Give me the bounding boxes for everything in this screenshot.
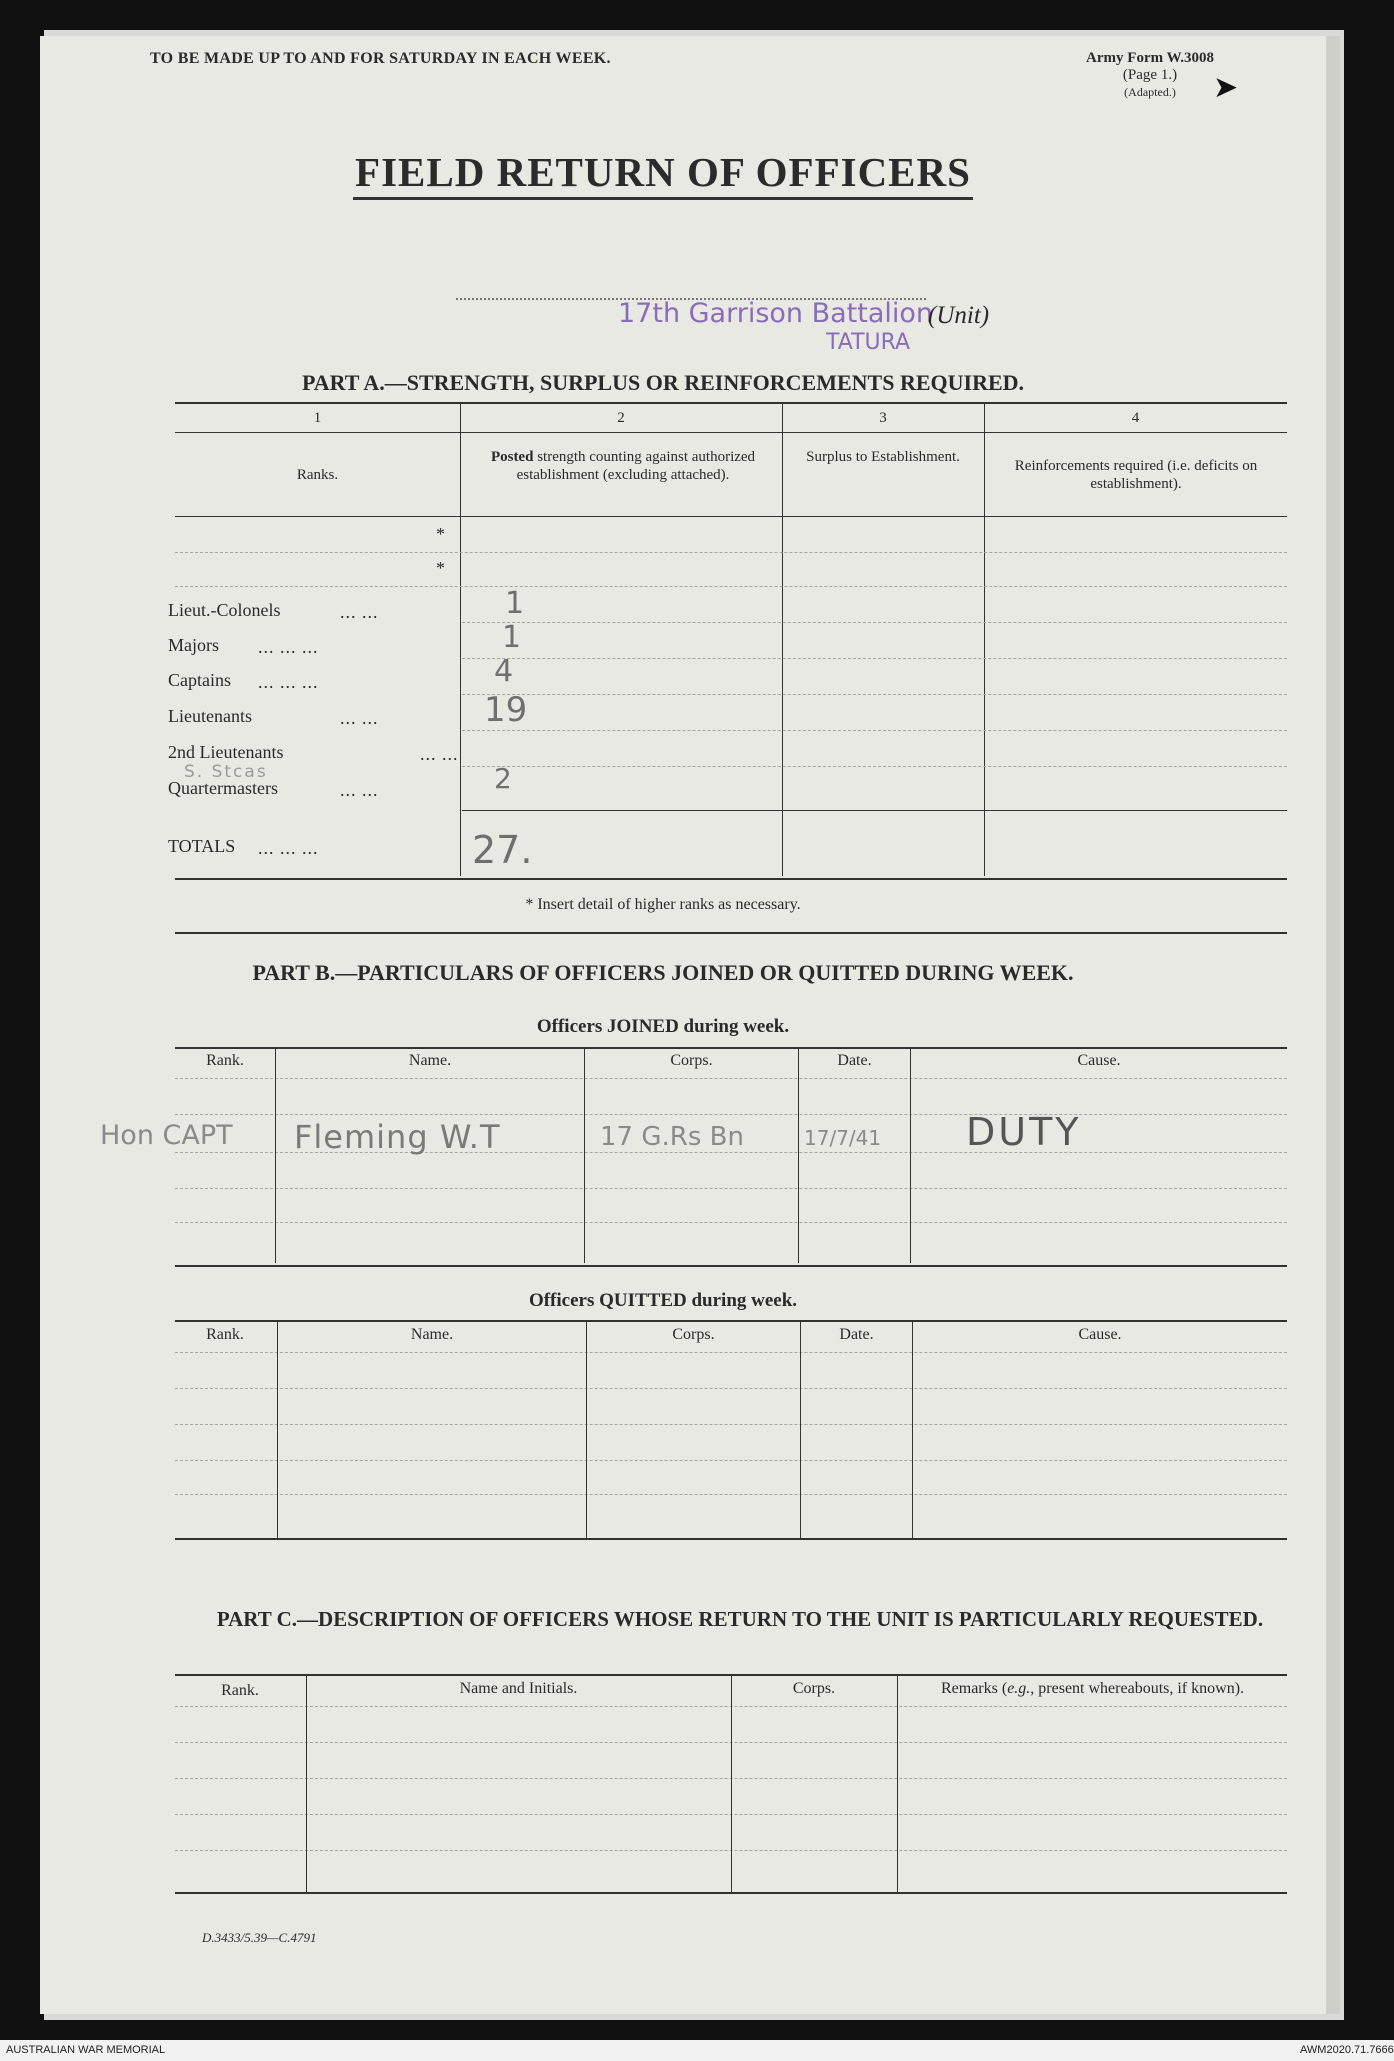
joined-vrule	[584, 1049, 585, 1263]
joined-bottom-rule	[175, 1265, 1287, 1267]
rank-label-quartermasters: Quartermasters	[168, 778, 278, 798]
rank-label-majors: Majors	[168, 635, 219, 655]
joined-row-line	[175, 1222, 1287, 1223]
col-number-1: 1	[313, 410, 322, 426]
row-line	[462, 766, 1287, 767]
joined-col-name: Name.	[408, 1052, 452, 1069]
part-b-title: PART B.—PARTICULARS OF OFFICERS JOINED OR QUITTED DURING WEEK.	[252, 960, 1074, 985]
quitted-row-line	[175, 1494, 1287, 1495]
posted-majors: 1	[502, 620, 522, 655]
joined-col-cause: Cause.	[1077, 1052, 1121, 1069]
quitted-col-name: Name.	[410, 1326, 454, 1343]
unit-stamp-location: TATURA	[826, 330, 911, 355]
unit-label: (Unit)	[928, 302, 990, 329]
part-a-top-rule	[175, 402, 1287, 404]
row-line	[462, 622, 1287, 623]
form-adapted: (Adapted.)	[1124, 85, 1176, 99]
ranks-header: Ranks.	[296, 467, 339, 483]
part-a-vrule-1	[460, 404, 461, 876]
joined-corps-value: 17 G.Rs Bn	[600, 1122, 744, 1152]
joined-col-date: Date.	[837, 1052, 872, 1069]
quitted-vrule	[586, 1322, 587, 1538]
header-bottom-rule	[175, 516, 1287, 517]
posted-lieutenants: 19	[484, 690, 528, 730]
star-row-1-line	[175, 552, 1287, 553]
part-c-vrule	[306, 1676, 307, 1892]
star-mark-2: *	[436, 558, 445, 578]
row-line	[462, 694, 1287, 695]
part-a-bottom-rule	[175, 878, 1287, 880]
rank-dots: ... ... ...	[258, 838, 319, 858]
joined-row-line	[175, 1188, 1287, 1189]
totals-label: TOTALS	[168, 836, 236, 856]
joined-date-value: 17/7/41	[804, 1126, 882, 1150]
quitted-row-line	[175, 1460, 1287, 1461]
star-mark-1: *	[436, 524, 445, 544]
joined-name-value: Fleming W.T	[294, 1118, 501, 1156]
totals-posted: 27.	[472, 828, 533, 872]
archive-name: AUSTRALIAN WAR MEMORIAL	[6, 2044, 166, 2056]
quitted-top-rule	[175, 1320, 1287, 1322]
joined-rank-value: Hon CAPT	[100, 1120, 233, 1151]
reinforcements-header: Reinforcements required (i.e. deficits on establishment).	[1014, 458, 1258, 492]
rank-label-lieutenants: Lieutenants	[168, 706, 252, 726]
joined-title: Officers JOINED during week.	[536, 1016, 790, 1037]
part-c-col-corps: Corps.	[792, 1680, 836, 1697]
rank-dots: ... ... ...	[258, 637, 319, 657]
col-number-4: 4	[1131, 410, 1140, 426]
rank-label-captains: Captains	[168, 670, 231, 690]
totals-top-rule	[462, 810, 1287, 811]
arrow-mark-icon: ➤	[1213, 71, 1239, 104]
rank-dots: ... ...	[340, 708, 379, 728]
part-c-col-rank: Rank.	[221, 1682, 259, 1699]
pencil-annotation: S. Stcas	[184, 762, 268, 782]
rank-dots: ... ... ...	[258, 672, 319, 692]
joined-vrule	[798, 1049, 799, 1263]
part-c-title: PART C.—DESCRIPTION OF OFFICERS WHOSE RETURN TO THE UNIT IS PARTICULARLY REQUESTED.	[216, 1607, 1264, 1631]
star-row-2-line	[175, 586, 1287, 587]
joined-col-rank: Rank.	[206, 1052, 244, 1069]
quitted-title: Officers QUITTED during week.	[528, 1290, 798, 1311]
joined-vrule	[910, 1049, 911, 1263]
print-code: D.3433/5.39—C.4791	[202, 1930, 317, 1945]
part-a-vrule-3	[984, 404, 985, 876]
part-c-vrule	[731, 1676, 732, 1892]
quitted-col-corps: Corps.	[672, 1326, 715, 1343]
part-a-title: PART A.—STRENGTH, SURPLUS OR REINFORCEMENTS REQUIRED.	[301, 370, 1025, 395]
part-c-bottom-rule	[175, 1892, 1287, 1894]
quitted-row-line	[175, 1352, 1287, 1353]
joined-row-line	[175, 1114, 1287, 1115]
quitted-col-date: Date.	[839, 1326, 874, 1343]
joined-cause-value: DUTY	[966, 1110, 1082, 1154]
posted-lieut-colonels: 1	[505, 586, 525, 621]
col-number-3: 3	[879, 410, 887, 426]
col-number-rule	[175, 432, 1287, 433]
page-title: FIELD RETURN OF OFFICERS	[0, 148, 1326, 196]
archive-caption-bar	[0, 2040, 1394, 2061]
posted-header: Posted strength counting against authorized establishment (excluding attached).	[490, 449, 756, 483]
rank-dots: ... ...	[420, 744, 459, 764]
joined-top-rule	[175, 1047, 1287, 1049]
paper-edge	[1326, 36, 1340, 2014]
form-page: (Page 1.)	[1122, 67, 1178, 83]
part-a-vrule-2	[782, 404, 783, 876]
row-line	[462, 730, 1287, 731]
joined-vrule	[275, 1049, 276, 1263]
instruction-text: TO BE MADE UP TO AND FOR SATURDAY IN EACH WEEK.	[150, 50, 611, 67]
rank-label-2nd-lieutenants: 2nd Lieutenants	[168, 742, 284, 762]
part-c-vrule	[897, 1676, 898, 1892]
archive-id: AWM2020.71.7666	[1300, 2044, 1394, 2056]
quitted-row-line	[175, 1424, 1287, 1425]
row-line	[462, 658, 1287, 659]
posted-captains: 4	[494, 654, 514, 689]
quitted-col-rank: Rank.	[206, 1326, 244, 1343]
col-number-2: 2	[617, 410, 625, 426]
part-c-col-remarks: Remarks (e.g., present whereabouts, if known).	[940, 1680, 1245, 1697]
rank-dots: ... ...	[340, 780, 379, 800]
footnote: * Insert detail of higher ranks as necessary.	[525, 896, 801, 913]
quitted-vrule	[912, 1322, 913, 1538]
rank-label-lieut-colonels: Lieut.-Colonels	[168, 600, 281, 620]
quitted-bottom-rule	[175, 1538, 1287, 1540]
quitted-col-cause: Cause.	[1078, 1326, 1122, 1343]
joined-row-line	[175, 1078, 1287, 1079]
unit-stamp-name: 17th Garrison Battalion	[618, 298, 934, 329]
posted-quartermasters: 2	[494, 762, 512, 795]
rank-dots: ... ...	[340, 602, 379, 622]
form-number: Army Form W.3008	[1086, 50, 1214, 66]
surplus-header: Surplus to Establishment.	[806, 449, 960, 465]
quitted-vrule	[277, 1322, 278, 1538]
quitted-row-line	[175, 1388, 1287, 1389]
joined-col-corps: Corps.	[670, 1052, 713, 1069]
quitted-vrule	[800, 1322, 801, 1538]
part-a-end-rule	[175, 932, 1287, 934]
part-c-col-name: Name and Initials.	[459, 1680, 578, 1697]
